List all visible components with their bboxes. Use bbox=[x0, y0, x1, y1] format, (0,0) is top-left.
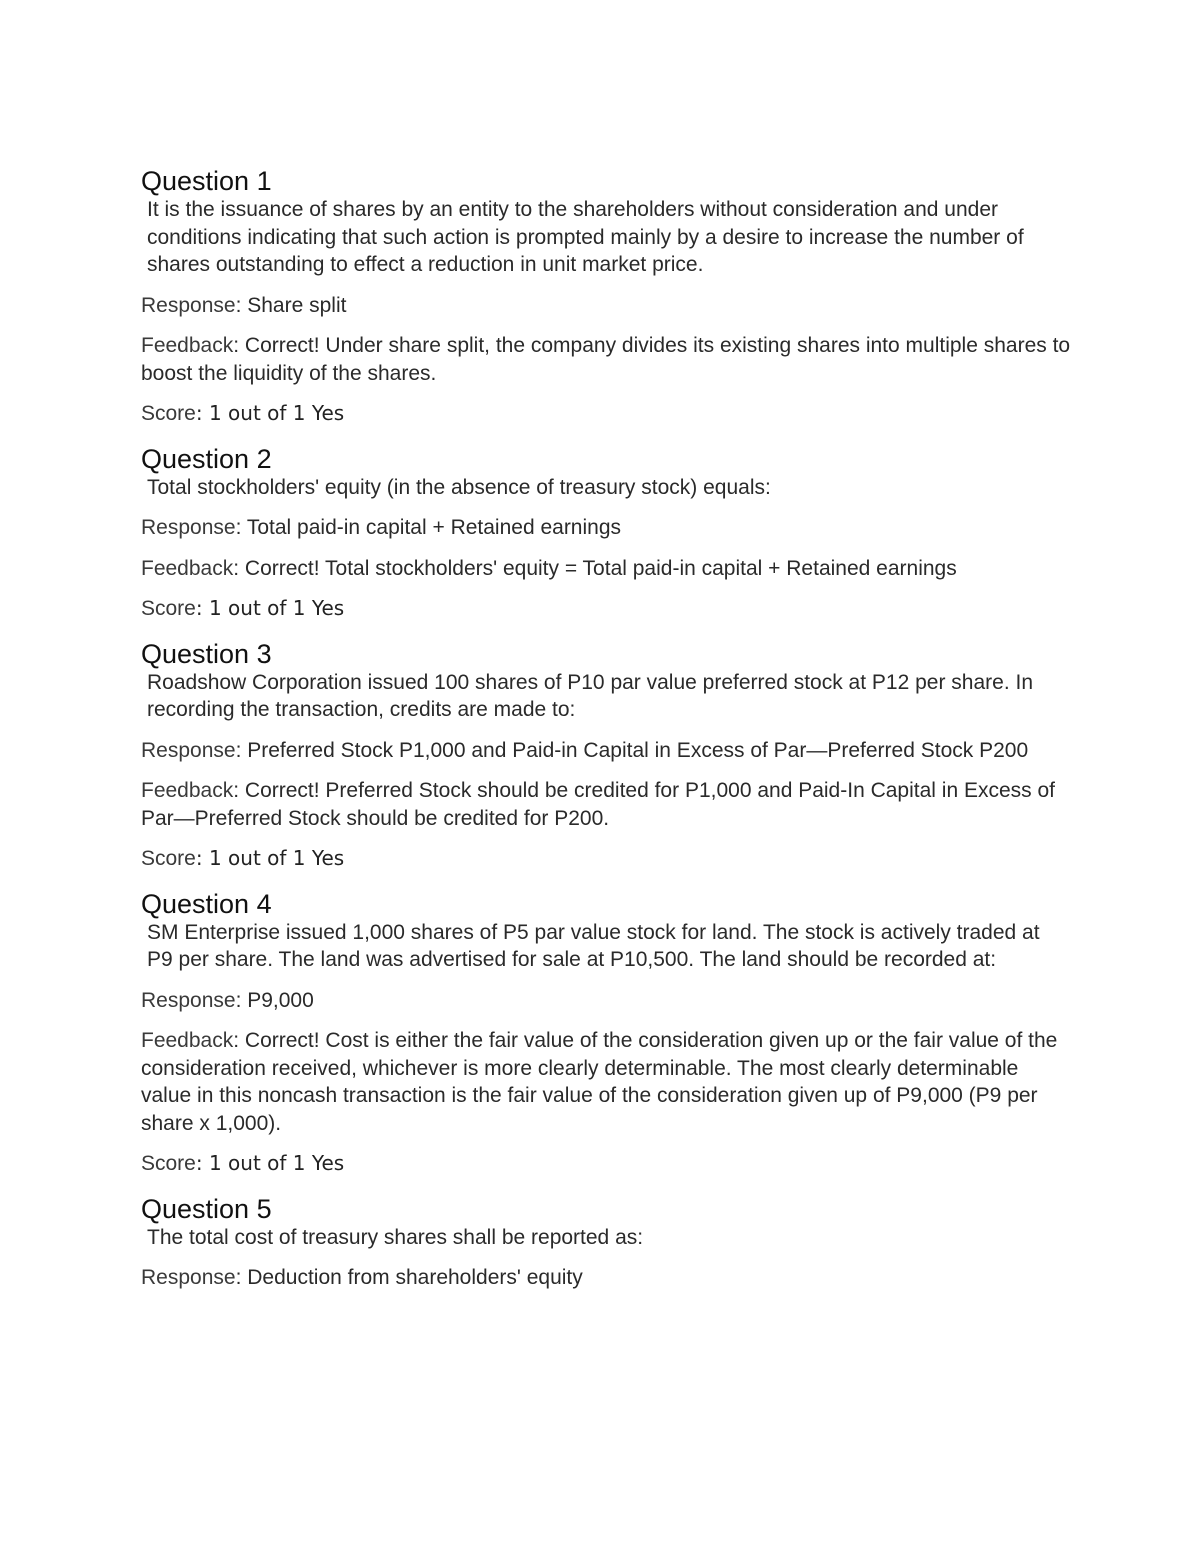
label-separator: : bbox=[235, 516, 247, 539]
score-row bbox=[141, 595, 1071, 623]
question-text: Total stockholders' equity (in the absence of treasury stock) equals: bbox=[147, 475, 771, 499]
feedback-row bbox=[141, 777, 1071, 832]
response-row bbox=[141, 1264, 1071, 1292]
response-value: Share split bbox=[247, 293, 347, 317]
response-label: Response bbox=[141, 516, 236, 539]
score-label: Score bbox=[141, 597, 196, 620]
label-separator: : bbox=[235, 293, 248, 317]
question-5 bbox=[141, 1194, 1071, 1292]
label-separator: : bbox=[195, 596, 209, 620]
response-label: Response bbox=[141, 1266, 236, 1289]
feedback-value: Correct! Preferred Stock should be credited for P1,000 and Paid-In Capital in Excess of Par—Preferred Stock should be credited for P200. bbox=[141, 779, 1055, 830]
question-text: SM Enterprise issued 1,000 shares of P5 par value stock for land. The stock is actively traded at P9 per share. The land was advertised for sale at P10,500. The land should be recorded at: bbox=[147, 920, 1040, 971]
score-label: Score bbox=[141, 402, 196, 425]
response-value: P9,000 bbox=[247, 988, 314, 1012]
question-title: Question 1 bbox=[141, 166, 272, 196]
response-label: Response bbox=[141, 988, 236, 1012]
question-3 bbox=[141, 639, 1071, 873]
label-separator: : bbox=[235, 1266, 248, 1289]
quiz-document bbox=[141, 166, 1071, 1308]
label-separator: : bbox=[235, 988, 248, 1012]
feedback-value: Correct! Cost is either the fair value of the consideration given up or the fair value of the consideration received, whichever is more clearly determinable. The most clearly determinable value in this noncash transaction is the fair value of the consideration given up of P9,000 (P9 per share x 1,000). bbox=[141, 1029, 1058, 1135]
question-1 bbox=[141, 166, 1071, 428]
score-row bbox=[141, 1150, 1071, 1178]
label-separator: : bbox=[195, 1151, 209, 1175]
response-row bbox=[141, 737, 1071, 765]
feedback-label: Feedback bbox=[141, 334, 234, 357]
feedback-value: Correct! Under share split, the company divides its existing shares into multiple shares to boost the liquidity of the shares. bbox=[141, 334, 1071, 385]
score-value: 1 out of 1 Yes bbox=[208, 846, 345, 870]
label-separator: : bbox=[233, 1029, 245, 1052]
score-row bbox=[141, 400, 1071, 428]
question-4 bbox=[141, 889, 1071, 1178]
question-text: Roadshow Corporation issued 100 shares of P10 par value preferred stock at P12 per share. In recording the transaction, credits are made to: bbox=[147, 670, 1034, 721]
response-label: Response bbox=[141, 293, 236, 317]
feedback-label: Feedback bbox=[141, 1029, 234, 1052]
feedback-label: Feedback bbox=[141, 779, 234, 802]
feedback-row bbox=[141, 555, 1071, 583]
response-value: Total paid-in capital + Retained earnings bbox=[246, 516, 622, 539]
label-separator: : bbox=[233, 334, 245, 357]
score-row bbox=[141, 845, 1071, 873]
question-text: The total cost of treasury shares shall be reported as: bbox=[147, 1225, 644, 1249]
feedback-label: Feedback bbox=[141, 556, 234, 580]
response-row bbox=[141, 987, 1071, 1015]
feedback-value: Correct! Total stockholders' equity = Total paid-in capital + Retained earnings bbox=[244, 556, 957, 580]
score-value: 1 out of 1 Yes bbox=[208, 401, 345, 425]
question-title: Question 4 bbox=[141, 888, 272, 919]
score-value: 1 out of 1 Yes bbox=[208, 596, 345, 620]
response-label: Response bbox=[141, 738, 236, 762]
question-title: Question 5 bbox=[141, 1193, 272, 1224]
label-separator: : bbox=[233, 556, 245, 580]
question-title: Question 2 bbox=[141, 443, 272, 474]
label-separator: : bbox=[195, 846, 209, 870]
response-value: Deduction from shareholders' equity bbox=[247, 1266, 583, 1289]
response-row bbox=[141, 514, 1071, 542]
score-value: 1 out of 1 Yes bbox=[208, 1151, 345, 1175]
response-value: Preferred Stock P1,000 and Paid-in Capital in Excess of Par—Preferred Stock P200 bbox=[247, 738, 1029, 762]
question-title: Question 3 bbox=[141, 638, 272, 669]
score-label: Score bbox=[141, 1152, 196, 1175]
label-separator: : bbox=[233, 779, 245, 802]
response-row bbox=[141, 292, 1071, 320]
question-text: It is the issuance of shares by an entity to the shareholders without consideration and under conditions indicating that such action is prompted mainly by a desire to increase the number of shares outstanding to effect a reduction in unit market price. bbox=[147, 198, 1024, 276]
question-2 bbox=[141, 444, 1071, 623]
score-label: Score bbox=[141, 847, 196, 870]
feedback-row bbox=[141, 332, 1071, 387]
label-separator: : bbox=[235, 738, 248, 762]
label-separator: : bbox=[195, 401, 209, 425]
feedback-row bbox=[141, 1027, 1071, 1137]
